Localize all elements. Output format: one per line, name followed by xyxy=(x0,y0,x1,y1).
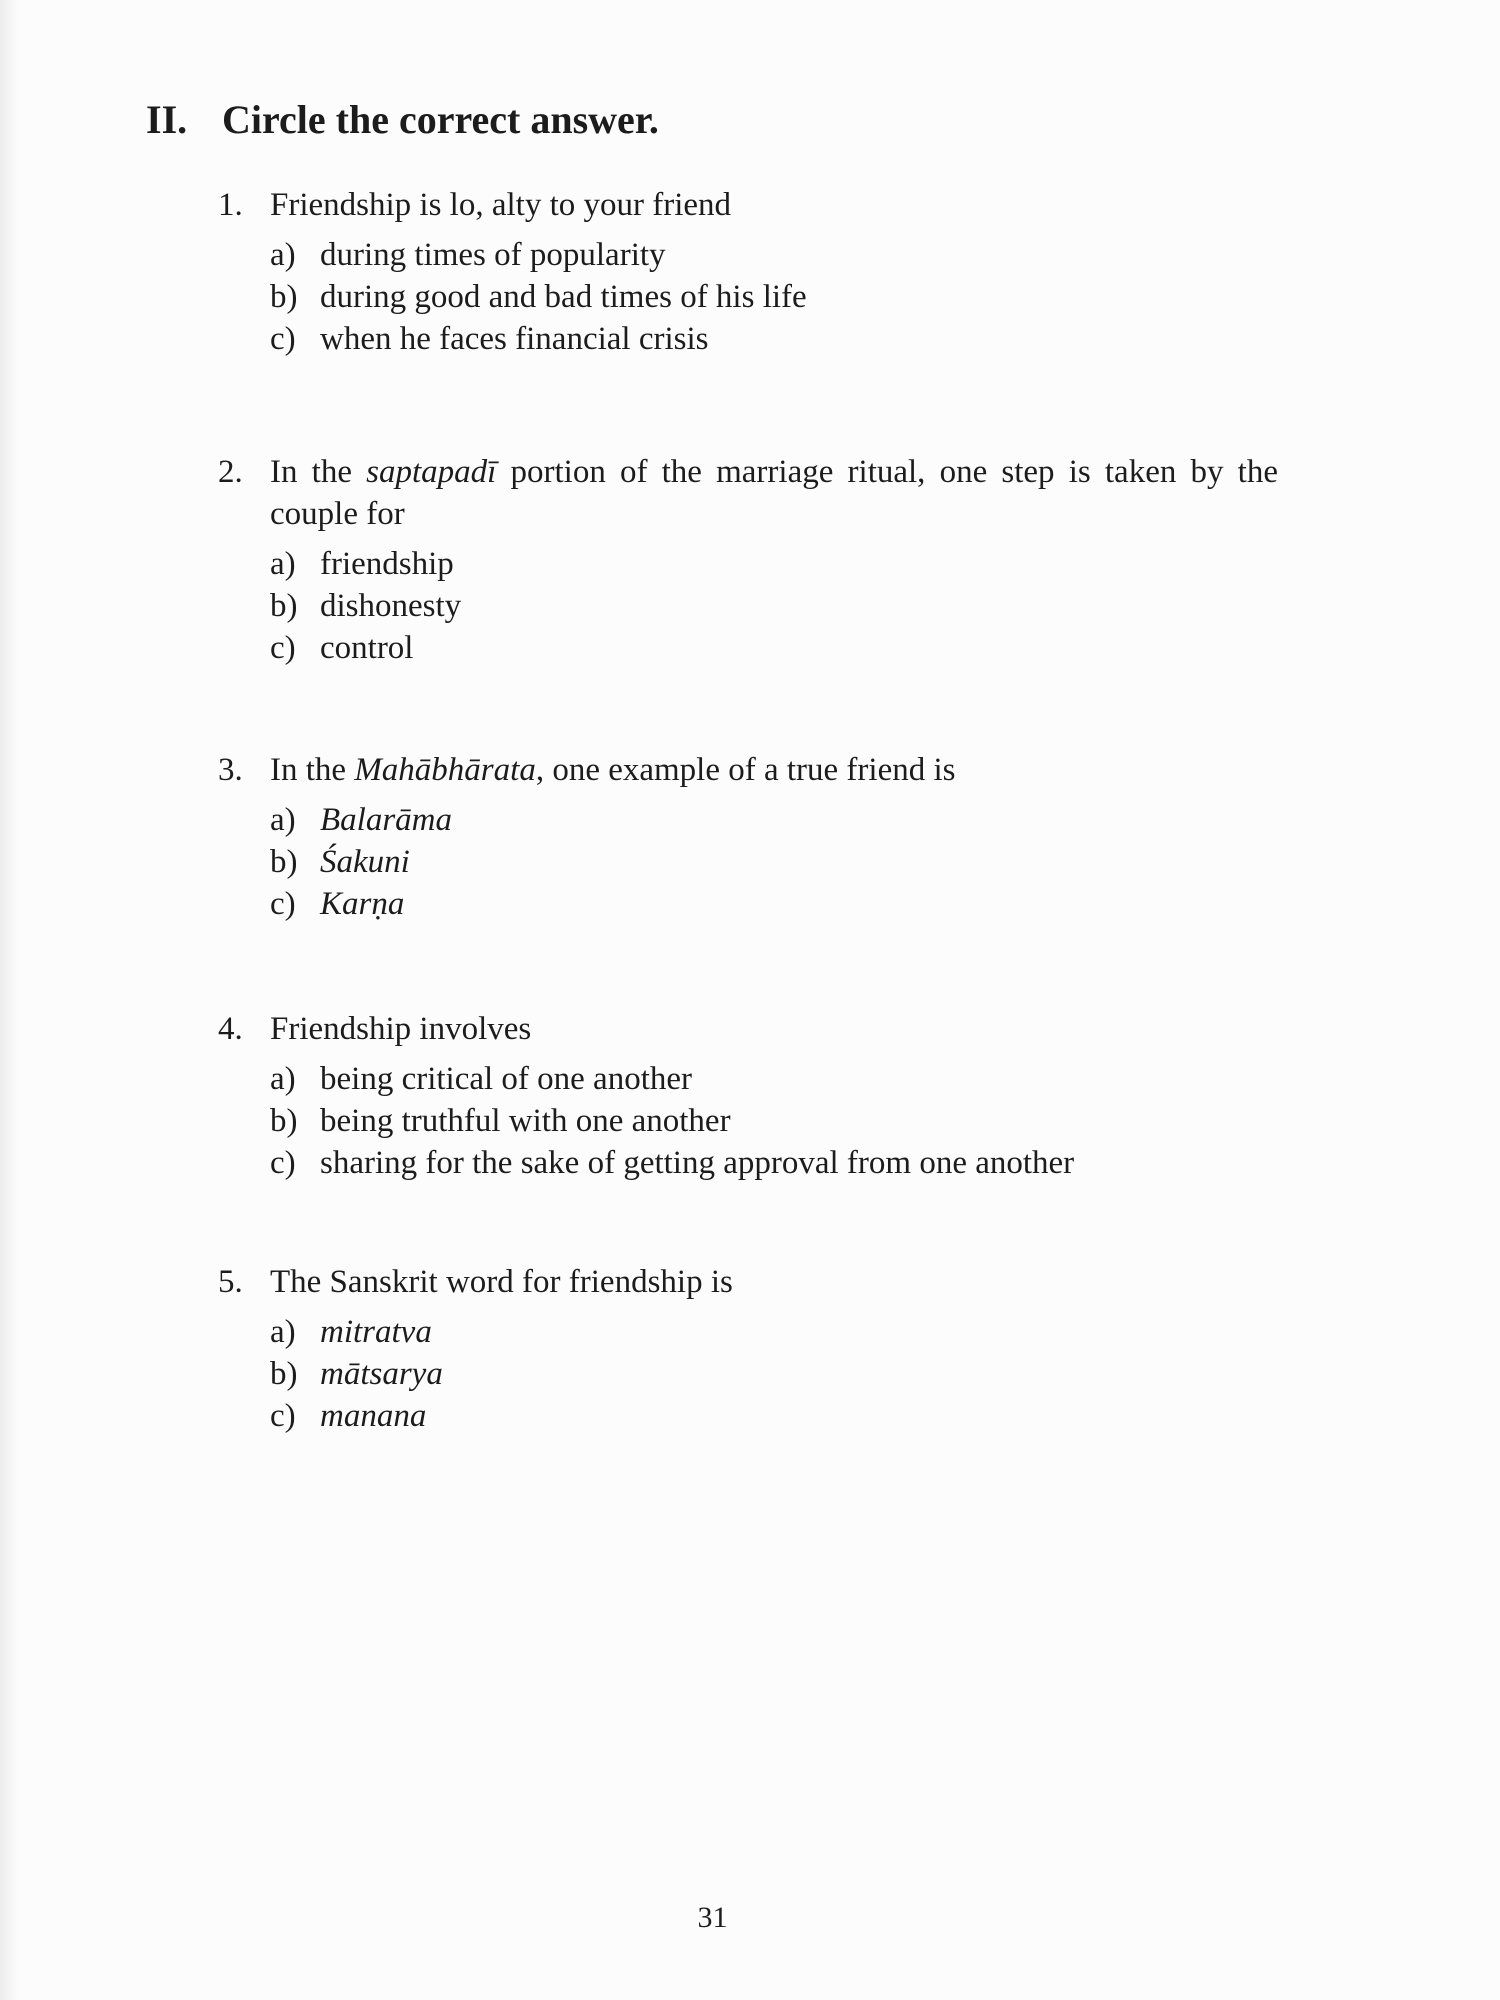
question-stem: In the Mahābhārata, one example of a true friend is xyxy=(270,752,956,788)
option-text: Śakuni xyxy=(320,844,410,880)
question-number: 1. xyxy=(218,187,243,223)
option-text: Karṇa xyxy=(320,886,405,922)
option-text: during good and bad times of his life xyxy=(320,279,807,315)
option-letter: c) xyxy=(270,321,296,357)
answer-options xyxy=(270,234,1278,360)
option-c[interactable] xyxy=(270,1395,1278,1437)
option-c[interactable] xyxy=(270,627,1278,669)
scan-edge-shadow xyxy=(0,0,18,2000)
option-b[interactable] xyxy=(270,1353,1278,1395)
question-stem: Friendship is lo, alty to your friend xyxy=(270,187,732,223)
option-a[interactable] xyxy=(270,799,1278,841)
question-5 xyxy=(218,1261,1278,1437)
option-letter: c) xyxy=(270,1145,296,1181)
answer-options xyxy=(270,799,1278,925)
option-letter: a) xyxy=(270,237,296,273)
option-letter: a) xyxy=(270,546,296,582)
option-letter: b) xyxy=(270,588,298,624)
option-letter: c) xyxy=(270,1398,296,1434)
option-letter: b) xyxy=(270,844,298,880)
option-text: friendship xyxy=(320,546,454,582)
option-c[interactable] xyxy=(270,1142,1278,1184)
option-c[interactable] xyxy=(270,883,1278,925)
option-letter: c) xyxy=(270,886,296,922)
question-4 xyxy=(218,1008,1278,1184)
option-letter: b) xyxy=(270,1103,298,1139)
option-text: mātsarya xyxy=(320,1356,443,1392)
section-title: Circle the correct answer. xyxy=(222,97,659,142)
option-c[interactable] xyxy=(270,318,1278,360)
section-heading xyxy=(146,96,659,144)
question-2 xyxy=(218,451,1278,669)
answer-options xyxy=(270,1058,1278,1184)
option-b[interactable] xyxy=(270,276,1278,318)
option-b[interactable] xyxy=(270,585,1278,627)
option-text: being truthful with one another xyxy=(320,1103,731,1139)
answer-options xyxy=(270,1311,1278,1437)
question-stem: In the saptapadī portion of the marriage ritual, one step is taken by the couple for xyxy=(270,454,1278,532)
question-number: 4. xyxy=(218,1011,243,1047)
option-text: Balarāma xyxy=(320,802,452,838)
option-letter: a) xyxy=(270,1314,296,1350)
question-1 xyxy=(218,184,1278,360)
option-letter: a) xyxy=(270,1061,296,1097)
section-number: II. xyxy=(146,97,188,142)
option-text: control xyxy=(320,630,414,666)
option-text: manana xyxy=(320,1398,427,1434)
option-letter: a) xyxy=(270,802,296,838)
option-letter: c) xyxy=(270,630,296,666)
option-text: when he faces financial crisis xyxy=(320,321,709,357)
option-letter: b) xyxy=(270,279,298,315)
answer-options xyxy=(270,543,1278,669)
option-b[interactable] xyxy=(270,841,1278,883)
option-b[interactable] xyxy=(270,1100,1278,1142)
question-stem: Friendship involves xyxy=(270,1011,532,1047)
page-number: 31 xyxy=(697,1901,728,1934)
question-number: 2. xyxy=(218,454,243,490)
option-a[interactable] xyxy=(270,543,1278,585)
option-text: mitratva xyxy=(320,1314,432,1350)
question-stem: The Sanskrit word for friendship is xyxy=(270,1264,733,1300)
question-number: 3. xyxy=(218,752,243,788)
option-a[interactable] xyxy=(270,1311,1278,1353)
option-text: being critical of one another xyxy=(320,1061,693,1097)
option-text: during times of popularity xyxy=(320,237,666,273)
question-3 xyxy=(218,749,1278,925)
option-a[interactable] xyxy=(270,1058,1278,1100)
option-text: dishonesty xyxy=(320,588,462,624)
option-letter: b) xyxy=(270,1356,298,1392)
option-text: sharing for the sake of getting approval from one another xyxy=(320,1145,1075,1181)
option-a[interactable] xyxy=(270,234,1278,276)
question-number: 5. xyxy=(218,1264,243,1300)
